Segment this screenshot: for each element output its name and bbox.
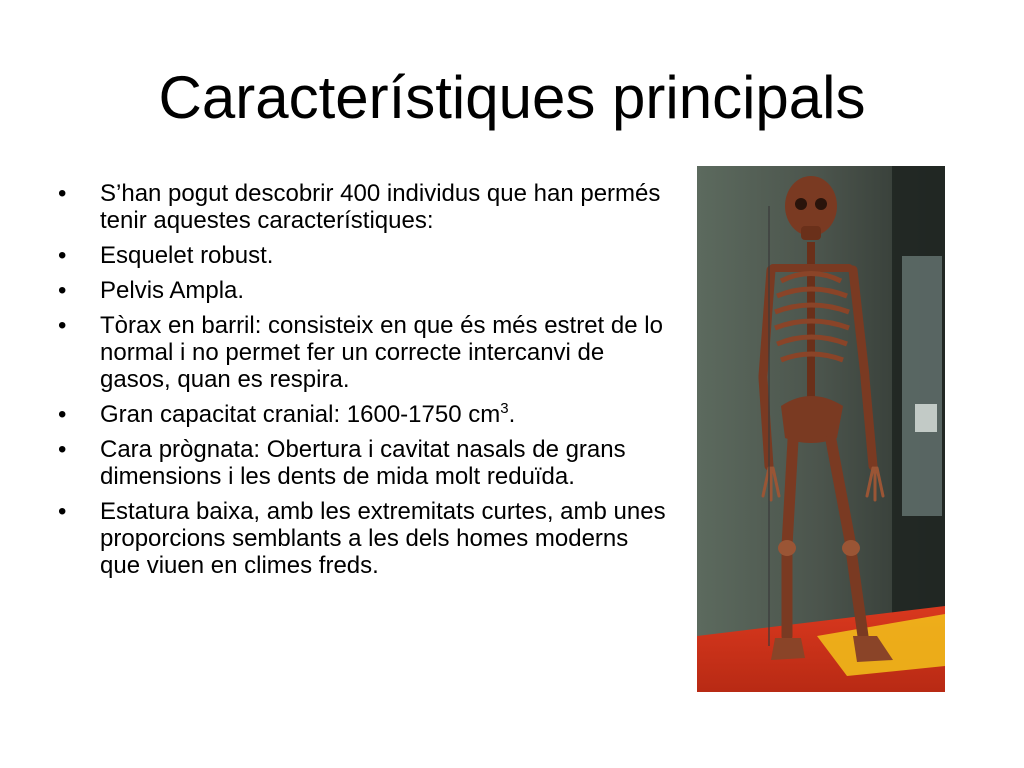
eye-socket [815, 198, 827, 210]
slide-title: Característiques principals [158, 64, 866, 131]
foot [771, 638, 805, 660]
bullet-text: Esquelet robust. [100, 242, 274, 269]
bullet-text: Tòrax en barril: consisteix en que és més estret de lo normal i no permet fer un correcte intercanvi de gasos, quan es respira. [100, 312, 663, 393]
bullet-text: Estatura baixa, amb les extremitats curtes, amb unes proporcions semblants a les dels homes moderns que viuen en climes freds. [100, 498, 666, 579]
bullet-dot: • [58, 277, 67, 304]
skeleton-illustration [697, 166, 945, 692]
eye-socket [795, 198, 807, 210]
superscript: 3 [500, 400, 509, 417]
display-item [915, 404, 937, 432]
bullet-dot: • [58, 312, 67, 339]
list-item [58, 180, 668, 234]
bullet-text: S’han pogut descobrir 400 individus que han permés tenir aquestes característiques: [100, 180, 661, 234]
list-item [58, 277, 668, 304]
list-item [58, 498, 668, 579]
display-window [902, 256, 942, 516]
bullet-text: Cara prògnata: Obertura i cavitat nasals de grans dimensions i les dents de mida molt reduïda. [100, 436, 626, 490]
clavicle [769, 264, 853, 272]
bullet-list [58, 180, 668, 587]
skeleton-photo [697, 166, 945, 692]
jaw [801, 226, 821, 240]
bullet-dot: • [58, 180, 67, 207]
bullet-dot: • [58, 498, 67, 525]
bullet-dot: • [58, 242, 67, 269]
bullet-text-end: . [508, 401, 516, 428]
list-item [58, 436, 668, 490]
bullet-dot: • [58, 401, 67, 428]
list-item [58, 242, 668, 269]
knee [842, 540, 860, 556]
bullet-text: Gran capacitat cranial: 1600-1750 cm [100, 401, 501, 428]
list-item [58, 401, 668, 428]
bullet-text: Pelvis Ampla. [100, 277, 245, 304]
list-item [58, 312, 668, 393]
bullet-dot: • [58, 436, 67, 463]
knee [778, 540, 796, 556]
